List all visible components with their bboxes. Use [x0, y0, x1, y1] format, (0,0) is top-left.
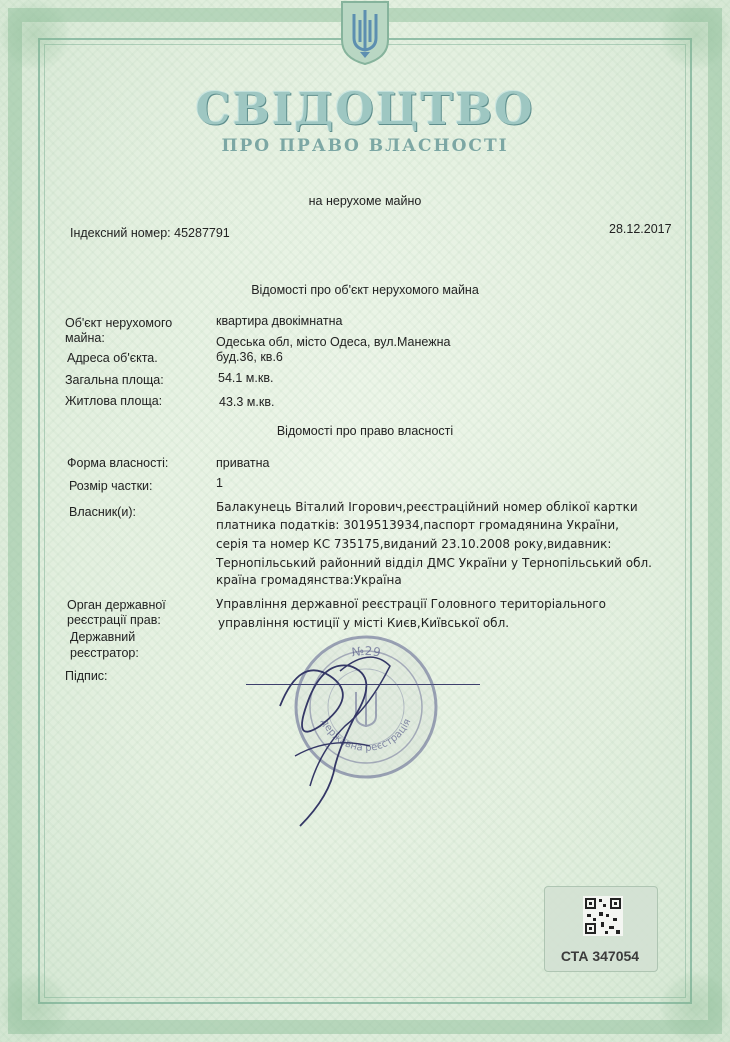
address-line-2: буд.36, кв.6: [216, 350, 283, 364]
owner-label: Власник(и):: [69, 505, 136, 519]
owner-line-1: Балакунець Віталий Ігорович,реєстраційний номер облікої картки: [216, 500, 638, 514]
living-area-value: 43.3 м.кв.: [219, 395, 275, 409]
ownership-form-label: Форма власності:: [67, 456, 169, 470]
object-label-line-1: Об'єкт нерухомого: [65, 316, 173, 330]
owner-line-4: Тернопільський районний відділ ДМС України у Тернопільський обл.: [216, 556, 652, 570]
authority-line-1: Управління державної реєстрації Головного територіального: [216, 597, 606, 611]
stamp-number-text: №29: [350, 643, 382, 660]
index-number-value: 45287791: [174, 226, 230, 240]
ownership-form-value: приватна: [216, 456, 270, 470]
object-label-line-2: майна:: [65, 331, 105, 345]
owner-line-5: країна громадянства:Україна: [216, 573, 402, 587]
total-area-value: 54.1 м.кв.: [218, 371, 274, 385]
address-label: Адреса об'єкта.: [67, 351, 158, 365]
document-kind: на нерухоме майно: [308, 194, 422, 208]
owner-line-2: платника податків: 3019513934,паспорт громадянина України,: [216, 518, 619, 532]
certificate-subtitle: ПРО ПРАВО ВЛАСНОСТІ: [221, 136, 509, 156]
object-value: квартира двокімнатна: [216, 314, 343, 328]
handwritten-signature-icon: [240, 636, 430, 832]
signature-label: Підпис:: [65, 669, 108, 683]
index-number-label: Індексний номер:: [70, 226, 171, 240]
share-size-value: 1: [216, 476, 223, 490]
stamp-bottom-text: державна реєстрація: [318, 717, 414, 754]
issue-date: 28.12.2017: [609, 222, 672, 236]
authority-label-line-1: Орган державної: [67, 598, 166, 612]
total-area-label: Загальна площа:: [65, 373, 164, 387]
certificate-title: СВІДОЦТВО: [195, 84, 535, 135]
corner-ornament-bottom-right: [660, 972, 730, 1042]
corner-ornament-bottom-left: [0, 972, 70, 1042]
registrar-label-line-2: реєстратор:: [70, 646, 139, 660]
index-number-row: [70, 226, 230, 241]
trident-emblem-icon: [338, 0, 392, 66]
corner-ornament-top-left: [0, 0, 70, 70]
corner-ornament-top-right: [660, 0, 730, 70]
object-section-heading: Відомості про об'єкт нерухомого майна: [251, 283, 479, 297]
authority-label-line-2: реєстрації прав:: [67, 613, 161, 627]
qr-code-icon: [583, 896, 623, 936]
share-size-label: Розмір частки:: [69, 479, 153, 493]
owner-line-3: серія та номер КС 735175,виданий 23.10.2008 року,видавник:: [216, 537, 612, 551]
registrar-label-line-1: Державний: [70, 630, 136, 644]
rights-section-heading: Відомості про право власності: [276, 424, 454, 438]
authority-line-2: управління юстиції у місті Києв,Київської обл.: [218, 616, 510, 630]
blank-serial-number: СТА 347054: [560, 948, 640, 964]
living-area-label: Житлова площа:: [65, 394, 163, 408]
address-line-1: Одеська обл, місто Одеса, вул.Манежна: [216, 335, 451, 349]
